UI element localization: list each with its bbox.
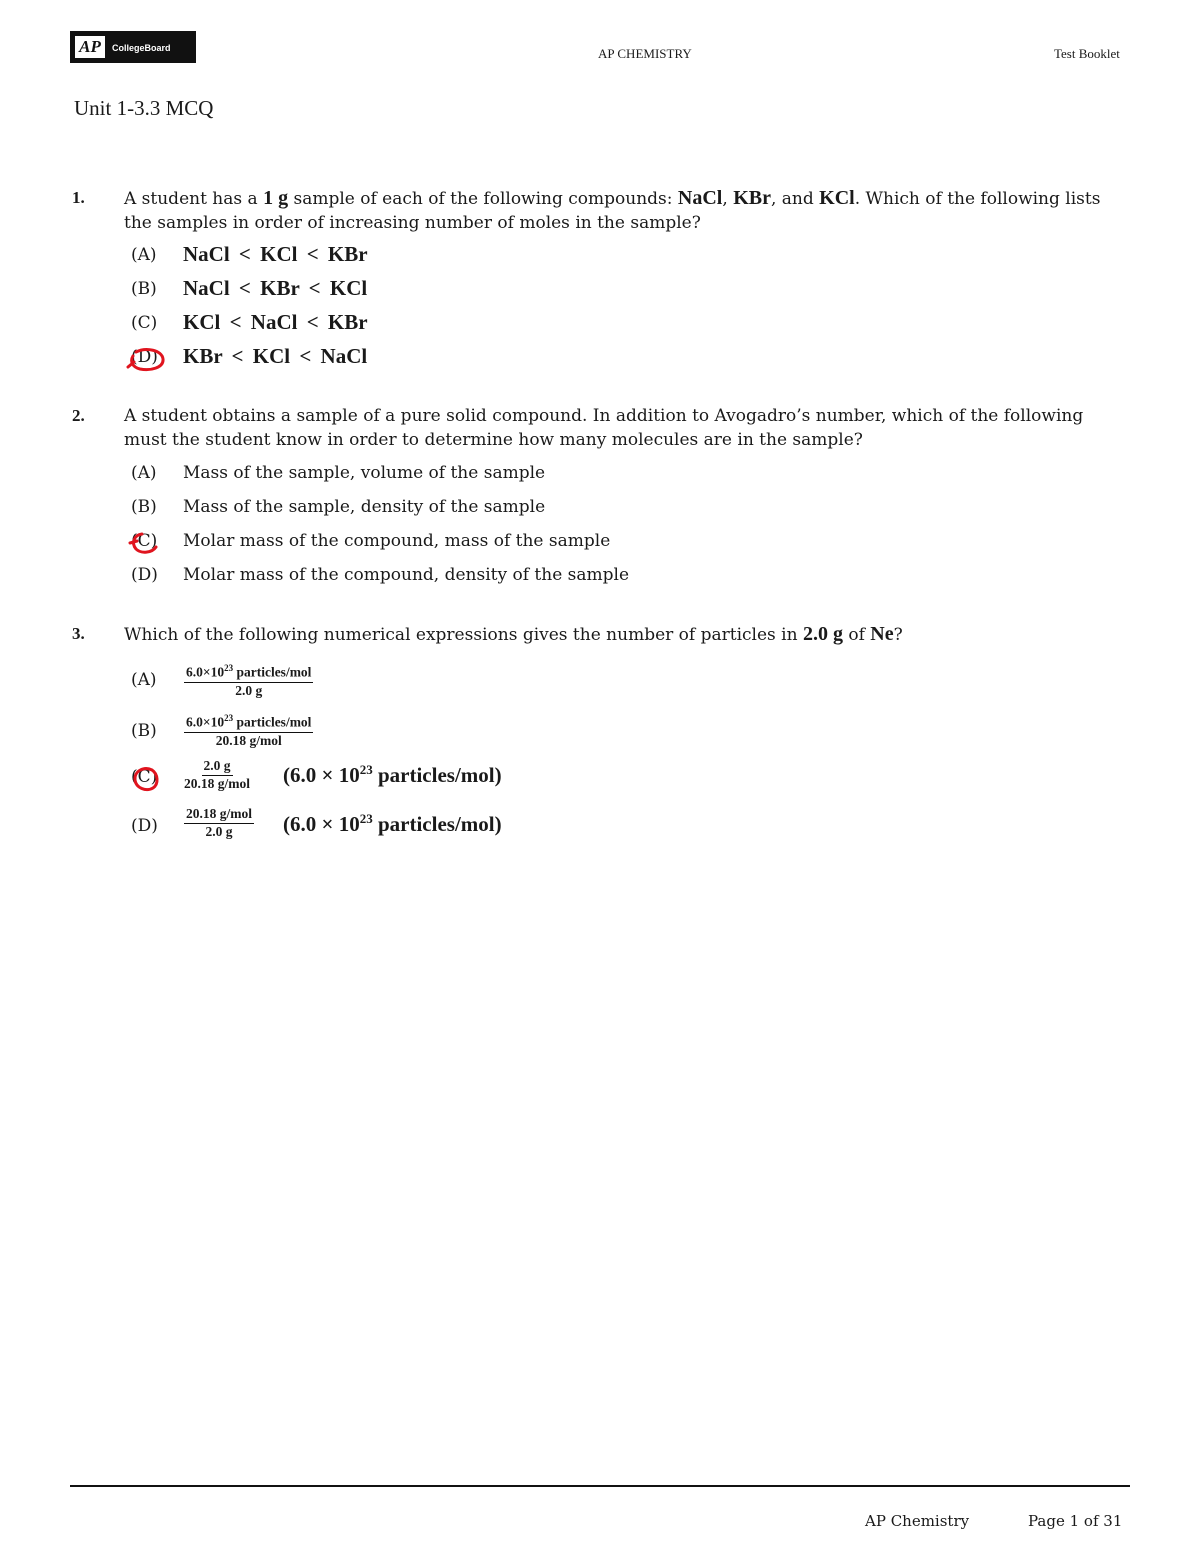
question-3-number: 3. xyxy=(72,624,85,643)
q2-option-c-text: Molar mass of the compound, mass of the sample xyxy=(183,531,611,551)
q1-option-b-letter: (B) xyxy=(131,279,157,299)
question-2-text: A student obtains a sample of a pure solid compound. In addition to Avogadro’s number, which of the following must the student know in order to determine how many molecules are in the sample? xyxy=(124,406,1084,450)
q3-option-d-numerator: 20.18 g/mol xyxy=(184,806,254,824)
q2-option-b-text: Mass of the sample, density of the sample xyxy=(183,497,546,517)
footer-page-number: Page 1 of 31 xyxy=(1028,1512,1123,1530)
q1-option-d-letter: (D) xyxy=(131,347,158,367)
footer-course: AP Chemistry xyxy=(865,1512,970,1530)
q3-option-a-fraction xyxy=(184,660,313,699)
ap-collegeboard-logo xyxy=(70,31,196,63)
q1-option-a-letter: (A) xyxy=(131,245,157,265)
question-2-number: 2. xyxy=(72,406,85,425)
q3-option-a-letter: (A) xyxy=(131,670,157,690)
q3-option-d-denominator: 2.0 g xyxy=(205,824,233,839)
header-booklet: Test Booklet xyxy=(1054,46,1120,61)
q3-option-c-denominator: 20.18 g/mol xyxy=(184,776,250,791)
q1-option-d-text: KBr < KCl < NaCl xyxy=(183,344,368,368)
q3-option-c-numerator: 2.0 g xyxy=(202,758,233,776)
q3-option-d-letter: (D) xyxy=(131,816,158,836)
q3-option-c-letter: (C) xyxy=(131,767,158,787)
q2-option-a-text: Mass of the sample, volume of the sample xyxy=(183,463,546,483)
q3-option-b-denominator: 20.18 g/mol xyxy=(215,732,282,748)
header-subject: AP CHEMISTRY xyxy=(598,46,692,61)
q2-option-d-letter: (D) xyxy=(131,565,158,585)
q1-option-c-text: KCl < NaCl < KBr xyxy=(183,310,368,334)
question-1-number: 1. xyxy=(72,188,85,207)
q3-option-a-numerator: $6.0\times 10^{23}$ particles/mol xyxy=(184,660,313,683)
q3-option-b-numerator: $6.0\times 10^{23}$ particles/mol xyxy=(184,710,313,733)
q3-option-b-fraction xyxy=(184,710,313,749)
q2-option-b-letter: (B) xyxy=(131,497,157,517)
question-1-text: A student has a 1 g sample of each of the following compounds: NaCl, KBr, and KCl. Which of the following lists the samples in order of increasing number of moles in the sample? xyxy=(124,187,1101,233)
q1-option-a-text: NaCl < KCl < KBr xyxy=(183,242,368,266)
question-3-text: Which of the following numerical expressions gives the number of particles in 2.0 g of Ne? xyxy=(124,623,903,645)
q2-answer-circle-mark xyxy=(126,529,166,557)
page-title: Unit 1-3.3 MCQ xyxy=(74,96,214,120)
q3-option-a-denominator: 2.0 g xyxy=(235,682,263,698)
q3-option-c-multiplier: ($6.0 \times 10^{23}$ particles/mol) xyxy=(283,762,502,787)
q3-option-c-fraction xyxy=(184,758,250,792)
collegeboard-wordmark: CollegeBoard xyxy=(112,43,171,53)
q3-option-b-letter: (B) xyxy=(131,721,157,741)
ap-logo-mark: AP xyxy=(75,36,105,58)
q2-option-d-text: Molar mass of the compound, density of the sample xyxy=(183,565,630,585)
q1-answer-circle-mark xyxy=(124,343,168,375)
q2-option-c-letter: (C) xyxy=(131,531,158,551)
q2-option-a-letter: (A) xyxy=(131,463,157,483)
q3-option-d-multiplier: ($6.0 \times 10^{23}$ particles/mol) xyxy=(283,811,502,836)
q1-option-c-letter: (C) xyxy=(131,313,158,333)
footer-divider xyxy=(70,1485,1130,1487)
q1-option-b-text: NaCl < KBr < KCl xyxy=(183,276,368,300)
q3-option-d-fraction xyxy=(184,806,254,840)
q3-answer-circle-mark xyxy=(130,764,162,796)
